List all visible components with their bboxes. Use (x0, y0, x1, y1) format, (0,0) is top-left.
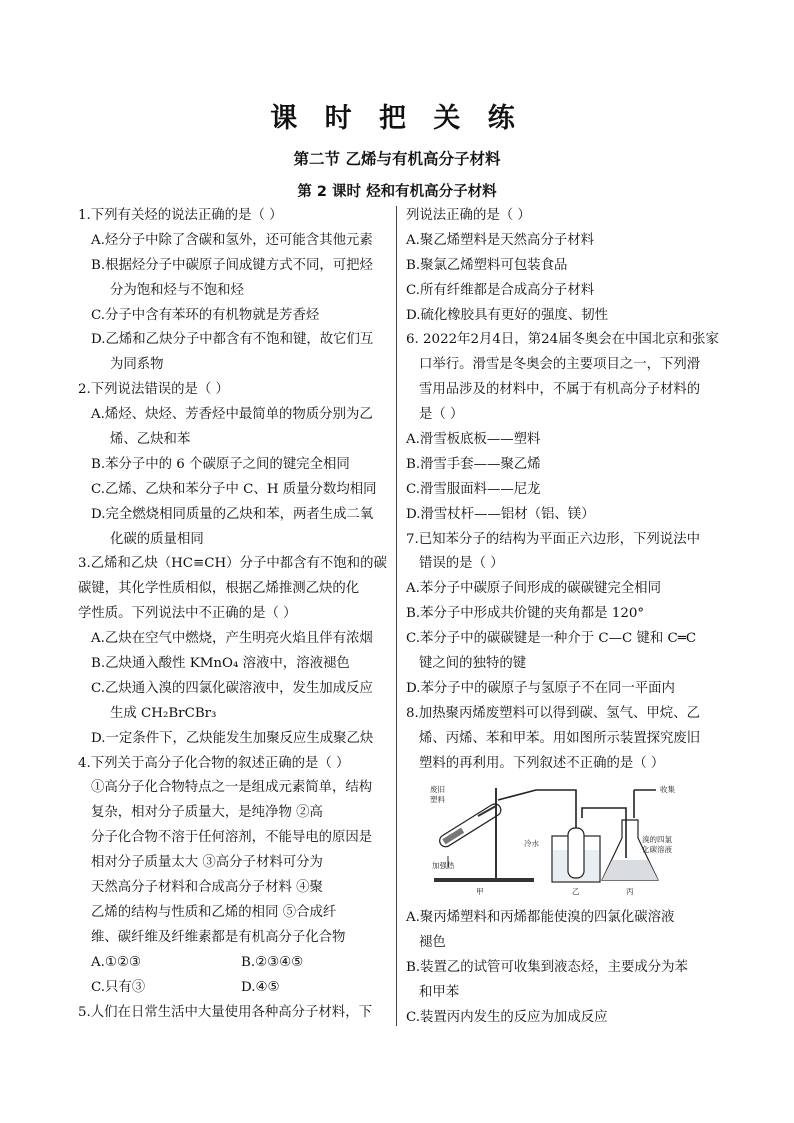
option-d: D.完全燃烧相同质量的乙炔和苯，两者生成二氧 (91, 506, 374, 522)
question-stem: 2.下列说法错误的是（ ） (78, 382, 229, 398)
collection-test-tube (568, 828, 584, 878)
question-5-stem: 5.人们在日常生活中大量使用各种高分子材料，下 (78, 1004, 372, 1020)
question-stem: 8.加热聚丙烯废塑料可以得到碳、氢气、甲烷、乙 (406, 705, 700, 721)
option-a: A.烯烃、炔烃、芳香烃中最简单的物质分别为乙 (91, 407, 373, 423)
label-bromine-2: 化碳溶液 (642, 845, 672, 855)
question-stem-cont: 雪用品涉及的材料中，不属于有机高分子材料的 (419, 382, 701, 398)
option-c-cont: 键之间的独特的键 (419, 656, 527, 672)
question-stem: 3.乙烯和乙炔（HC≡CH）分子中都含有不饱和的碳 (78, 556, 387, 572)
question-stem-cont: 烯、丙烯、苯和甲苯。用如图所示装置探究废旧 (419, 730, 701, 746)
question-stem-cont: 学性质。下列说法中不正确的是（ ） (78, 606, 297, 622)
option-b: B.乙炔通入酸性 KMnO₄ 溶液中，溶液褪色 (91, 656, 350, 672)
option-b: B.②③④⑤ (241, 954, 304, 970)
option-a: A.聚乙烯塑料是天然高分子材料 (406, 232, 595, 248)
statement-line: 乙烯的结构与性质和乙烯的相同 ⑤合成纤 (91, 904, 337, 920)
question-stem-cont: 错误的是（ ） (419, 556, 504, 572)
question-stem: 4.下列关于高分子化合物的叙述正确的是（ ） (78, 755, 350, 771)
option-c: C.滑雪服面料——尼龙 (406, 481, 541, 497)
option-b: B.装置乙的试管可收集到液态烃，主要成分为苯 (406, 960, 688, 976)
question-8 (406, 702, 726, 1031)
option-b-cont: 和甲苯 (419, 985, 460, 1001)
label-waste: 废旧 (430, 785, 445, 795)
apparatus-figure (406, 776, 726, 906)
option-d: D.④⑤ (241, 979, 280, 995)
option-a-cont: 褪色 (419, 935, 446, 951)
statement-line: 复杂，相对分子质量大，是纯净物 ②高 (91, 805, 323, 821)
label-heat: 加强热 (432, 861, 455, 871)
question-stem-cont: 塑料的再利用。下列叙述不正确的是（ ） (419, 755, 665, 771)
option-c: C.苯分子中的碳碳键是一种介于 C—C 键和 C═C (406, 631, 697, 647)
statement-line: 天然高分子材料和合成高分子材料 ④聚 (91, 880, 323, 896)
question-stem-cont: 口举行。滑雪是冬奥会的主要项目之一，下列滑 (419, 357, 701, 373)
option-d: D.乙烯和乙炔分子中都含有不饱和键，故它们互 (91, 332, 374, 348)
question-stem: 6. 2022年2月4日，第24届冬奥会在中国北京和张家 (406, 332, 719, 348)
option-c: C.所有纤维都是合成高分子材料 (406, 282, 595, 298)
question-2 (78, 378, 394, 552)
question-7 (406, 528, 726, 702)
page-title: 课 时 把 关 练 (270, 103, 524, 134)
question-3 (78, 552, 394, 751)
delivery-tube-1 (498, 790, 576, 836)
option-a: A.滑雪板底板——塑料 (406, 432, 541, 448)
column-divider (396, 206, 397, 1026)
option-d-cont: 化碳的质量相同 (110, 531, 204, 547)
question-stem: 7.已知苯分子的结构为平面正六边形，下列说法中 (406, 531, 700, 547)
label-jia: 甲 (476, 887, 484, 897)
question-1 (78, 204, 394, 378)
label-cold-water: 冷水 (524, 839, 539, 849)
question-stem-cont: 列说法正确的是（ ） (406, 208, 531, 223)
option-a: A.①②③ (91, 954, 141, 970)
option-a: A.苯分子中碳原子间形成的碳碳键完全相同 (406, 581, 661, 597)
option-d: D.硫化橡胶具有更好的强度、韧性 (406, 307, 608, 323)
stand-base (434, 878, 534, 882)
option-d: D.苯分子中的碳原子与氢原子不在同一平面内 (406, 680, 675, 696)
label-bromine-1: 溴的四氯 (642, 835, 672, 845)
statement-line: 分子化合物不溶于任何溶剂，不能导电的原因是 (91, 830, 373, 846)
question-6 (406, 328, 726, 527)
options-row (78, 976, 394, 1001)
option-b: B.根据烃分子中碳原子间成键方式不同，可把烃 (91, 257, 373, 273)
reaction-tube (437, 802, 503, 849)
option-c: C.乙烯、乙炔和苯分子中 C、H 质量分数均相同 (91, 481, 377, 497)
option-b-cont: 分为饱和烃与不饱和烃 (110, 282, 244, 298)
statement-line: ①高分子化合物特点之一是组成元素简单，结构 (91, 780, 373, 796)
option-c: C.装置丙内发生的反应为加成反应 (406, 1010, 608, 1026)
label-bing: 丙 (626, 887, 634, 897)
lesson-heading: 第 2 课时 烃和有机高分子材料 (297, 184, 497, 200)
label-plastic: 塑料 (430, 795, 445, 805)
right-column (406, 204, 726, 1031)
options-row (78, 951, 394, 976)
option-d: D.滑雪杖杆——铝材（铝、镁） (406, 506, 595, 522)
section-heading: 第二节 乙烯与有机高分子材料 (293, 150, 501, 168)
question-stem-cont: 是（ ） (419, 407, 464, 423)
option-d: D.一定条件下，乙炔能发生加聚反应生成聚乙炔 (91, 730, 374, 746)
option-b: B.聚氯乙烯塑料可包装食品 (406, 257, 568, 273)
option-a-cont: 烯、乙炔和苯 (110, 432, 191, 448)
statement-line: 相对分子质量太大 ③高分子材料可分为 (91, 855, 323, 871)
statement-line: 维、碳纤维及纤维素都是有机高分子化合物 (91, 929, 346, 945)
option-c: C.乙炔通入溴的四氯化碳溶液中，发生加成反应 (91, 680, 373, 696)
label-yi: 乙 (572, 887, 580, 897)
question-4 (78, 752, 394, 1001)
apparatus-diagram (426, 778, 696, 902)
question-stem-cont: 碳键，其化学性质相似，根据乙烯推测乙炔的化 (78, 581, 360, 597)
option-b: B.滑雪手套——聚乙烯 (406, 456, 541, 472)
question-5 (406, 204, 726, 328)
label-collect: 收集 (660, 785, 675, 795)
option-a: A.烃分子中除了含碳和氢外，还可能含其他元素 (91, 232, 373, 248)
option-d-cont: 为同系物 (110, 357, 164, 373)
option-a: A.乙炔在空气中燃烧，产生明亮火焰且伴有浓烟 (91, 631, 373, 647)
option-c: C.分子中含有苯环的有机物就是芳香烃 (91, 307, 320, 323)
option-c-cont: 生成 CH₂BrCBr₃ (110, 705, 217, 721)
left-column (78, 204, 394, 1025)
option-c: C.只有③ (91, 979, 146, 995)
option-a: A.聚丙烯塑料和丙烯都能使溴的四氯化碳溶液 (406, 910, 675, 926)
option-b: B.苯分子中形成共价键的夹角都是 120° (406, 606, 645, 622)
option-b: B.苯分子中的 6 个碳原子之间的键完全相同 (91, 456, 350, 472)
question-stem: 1.下列有关烃的说法正确的是（ ） (78, 208, 283, 223)
